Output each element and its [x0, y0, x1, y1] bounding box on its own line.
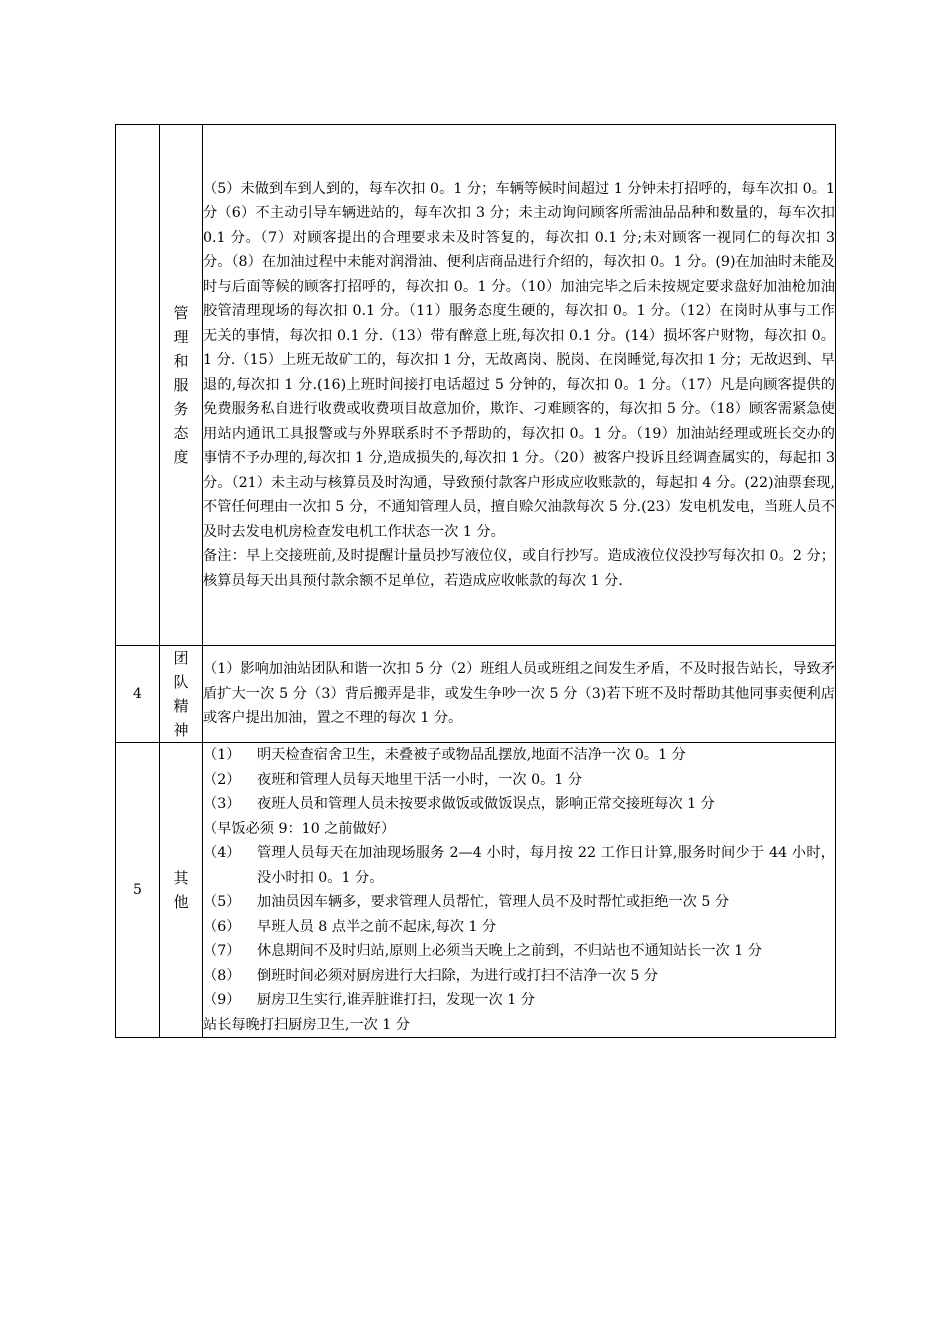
list-item [203, 939, 835, 964]
rules-table [115, 124, 836, 1038]
row-number [116, 125, 160, 646]
row-category [160, 646, 203, 743]
category-char: 队 [173, 673, 189, 691]
table-row [116, 743, 836, 1038]
category-char: 神 [173, 721, 189, 739]
category-char: 精 [173, 697, 189, 715]
item-index: （2） [203, 771, 241, 788]
item-text: 休息期间不及时归站,原则上必须当天晚上之前到，不归站也不通知站长一次 1 分 [257, 943, 762, 959]
category-char: 理 [173, 328, 189, 346]
category-char: 务 [173, 400, 189, 418]
item-text: 夜班人员和管理人员未按要求做饭或做饭误点，影响正常交接班每次 1 分 [257, 796, 715, 812]
rules-paragraph: （5）未做到车到人到的，每车次扣 0。1 分；车辆等候时间超过 1 分钟未打招呼的，每车次扣 0。1 分（6）不主动引导车辆进站的，每车次扣 3 分；未主动询问顾客所需油品品种和数量的，每车次扣 0.1 分。（7）对顾客提出的合理要求未及时答复的，每次扣 0.1 分;未对顾客一视同仁的每次扣 3 分。（8）在加油过程中未能对润滑油、便利店商品进行介绍的，每次扣 0。1 分。(9)在加油时未能及时与后面等候的顾客打招呼的，每次扣 0。1 分。（10）加油完毕之后未按规定要求盘好加油枪加油胶管清理现场的每次扣 0.1 分。（11）服务态度生硬的，每次扣 0。1 分。（12）在岗时从事与工作无关的事情，每次扣 0.1 分.（13）带有醉意上班,每次扣 0.1 分。(14）损坏客户财物，每次扣 0。1 分.（15）上班无故矿工的，每次扣 1 分，无故离岗、脱岗、在岗睡觉,每次扣 1 分；无故迟到、早退的,每次扣 1 分.(16)上班时间接打电话超过 5 分钟的，每次扣 0。1 分。（17）凡是向顾客提供的免费服务私自进行收费或收费项目故意加价，欺诈、刁难顾客的，每次扣 5 分。（18）顾客需紧急使用站内通讯工具报警或与外界联系时不予帮助的，每次扣 0。1 分。（19）加油站经理或班长交办的事情不予办理的,每次扣 1 分,造成损失的,每次扣 1 分。（20）被客户投诉且经调查属实的，每起扣 3 分。（21）未主动与核算员及时沟通，导致预付款客户形成应收账款的，每起扣 4 分。(22)油票套现,不管任何理由一次扣 5 分，不通知管理人员，擅自赊欠油款每次 5 分.(23）发电机发电，当班人员不及时去发电机房检查发电机工作状态一次 1 分。 [203, 180, 835, 540]
list-item [203, 743, 835, 768]
item-text: 早班人员 8 点半之前不起床,每次 1 分 [257, 918, 497, 935]
item-index: （1） [203, 747, 241, 763]
category-char: 态 [173, 424, 189, 442]
item-index: （4） [203, 845, 241, 861]
row-content [203, 646, 836, 743]
item-index: （7） [203, 943, 241, 959]
item-text: 管理人员每天在加油现场服务 2—4 小时，每月按 22 工作日计算,服务时间少于 44 小时，没小时扣 0。1 分。 [257, 845, 835, 886]
row-category [160, 125, 203, 646]
rules-paragraph: （1）影响加油站团队和谐一次扣 5 分（2）班组人员或班组之间发生矛盾，不及时报告站长，导致矛盾扩大一次 5 分（3）背后搬弄是非，或发生争吵一次 5 分（3)若下班不及时帮助其他同事卖便利店或客户提出加油，置之不理的每次 1 分。 [203, 661, 835, 727]
row-category [160, 743, 203, 1038]
row-content [203, 125, 836, 646]
category-char: 服 [173, 376, 189, 394]
list-item [203, 964, 835, 989]
breakfast-note: （早饭必须 9：10 之前做好） [203, 820, 396, 837]
category-char: 其 [173, 869, 189, 887]
category-char: 和 [173, 352, 189, 370]
row-number: 4 [116, 646, 160, 743]
row-content [203, 743, 836, 1038]
table-row [116, 125, 836, 646]
row-number: 5 [116, 743, 160, 1038]
item-index: （8） [203, 967, 241, 984]
item-index: （6） [203, 918, 241, 935]
item-text: 明天检查宿舍卫生，未叠被子或物品乱摆放,地面不洁净一次 0。1 分 [257, 747, 686, 763]
list-item [203, 792, 835, 817]
category-char: 他 [173, 893, 189, 911]
category-char: 团 [173, 649, 189, 667]
item-text: 夜班和管理人员每天地里干活一小时，一次 0。1 分 [257, 771, 583, 788]
category-char: 管 [173, 304, 189, 322]
list-item [203, 841, 835, 890]
list-item [203, 988, 835, 1013]
item-index: （9） [203, 992, 241, 1008]
item-text: 加油员因车辆多，要求管理人员帮忙，管理人员不及时帮忙或拒绝一次 5 分 [257, 894, 730, 910]
item-index: （3） [203, 796, 241, 812]
remark-note: 备注：早上交接班前,及时提醒计量员抄写液位仪，或自行抄写。造成液位仪没抄写每次扣 0。2 分；核算员每天出具预付款余额不足单位，若造成应收帐款的每次 1 分. [203, 548, 835, 589]
item-text: 厨房卫生实行,谁弄脏谁打扫，发现一次 1 分 [257, 992, 535, 1008]
category-char: 度 [173, 448, 189, 466]
item-text: 倒班时间必须对厨房进行大扫除，为进行或打扫不洁净一次 5 分 [257, 967, 659, 984]
closing-line: 站长每晚打扫厨房卫生,一次 1 分 [203, 1016, 410, 1033]
item-index: （5） [203, 894, 241, 910]
list-item [203, 890, 835, 915]
list-item [203, 915, 835, 940]
list-item [203, 768, 835, 793]
table-row [116, 646, 836, 743]
